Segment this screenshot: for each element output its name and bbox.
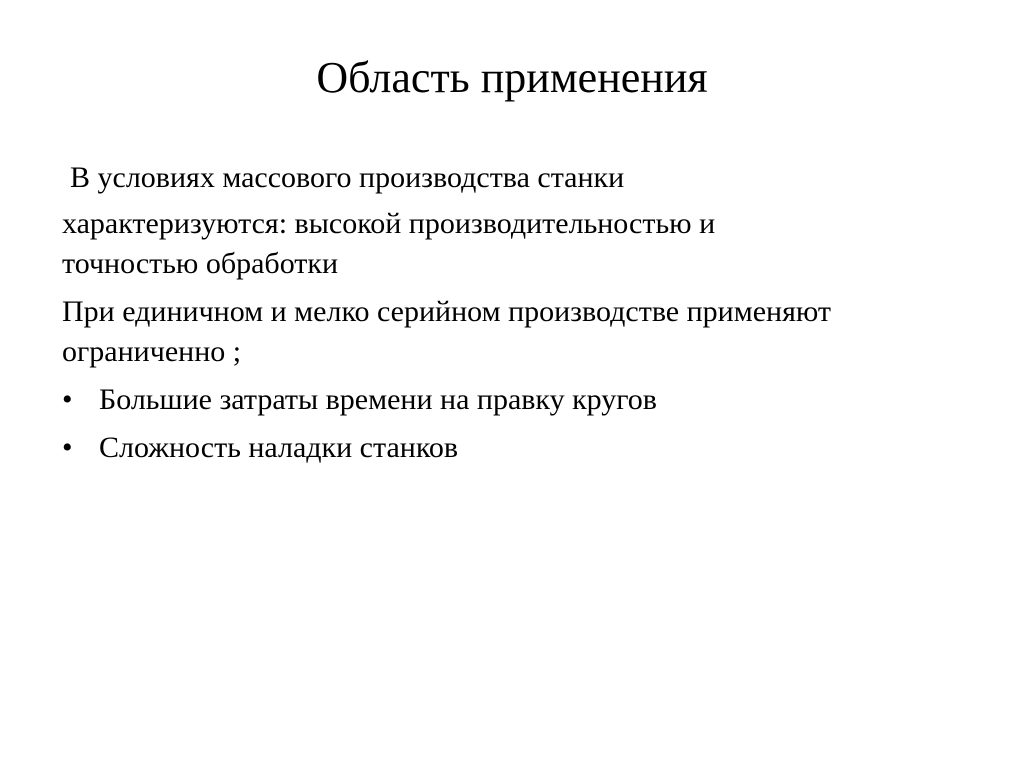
paragraph-line: точностью обработки [62, 247, 339, 280]
paragraph-mass-production [62, 158, 962, 198]
paragraph-single-production [62, 292, 962, 372]
slide-body [62, 158, 962, 468]
paragraph-line: При единичном и мелко серийном производстве применяют [62, 295, 832, 328]
bullet-icon: • [62, 383, 73, 416]
slide-title: Область применения [316, 53, 708, 102]
paragraph-line: В условиях массового производства станки [70, 161, 625, 194]
bullet-item-dressing-time [62, 380, 962, 420]
paragraph-characteristics [62, 204, 962, 284]
bullet-icon: • [62, 431, 73, 464]
paragraph-line: ограниченно ; [62, 335, 242, 368]
paragraph-line: характеризуются: высокой производительностью и [62, 207, 716, 240]
bullet-text: Сложность наладки станков [99, 431, 459, 464]
bullet-item-setup-complexity [62, 428, 962, 468]
bullet-text: Большие затраты времени на правку кругов [99, 383, 657, 416]
